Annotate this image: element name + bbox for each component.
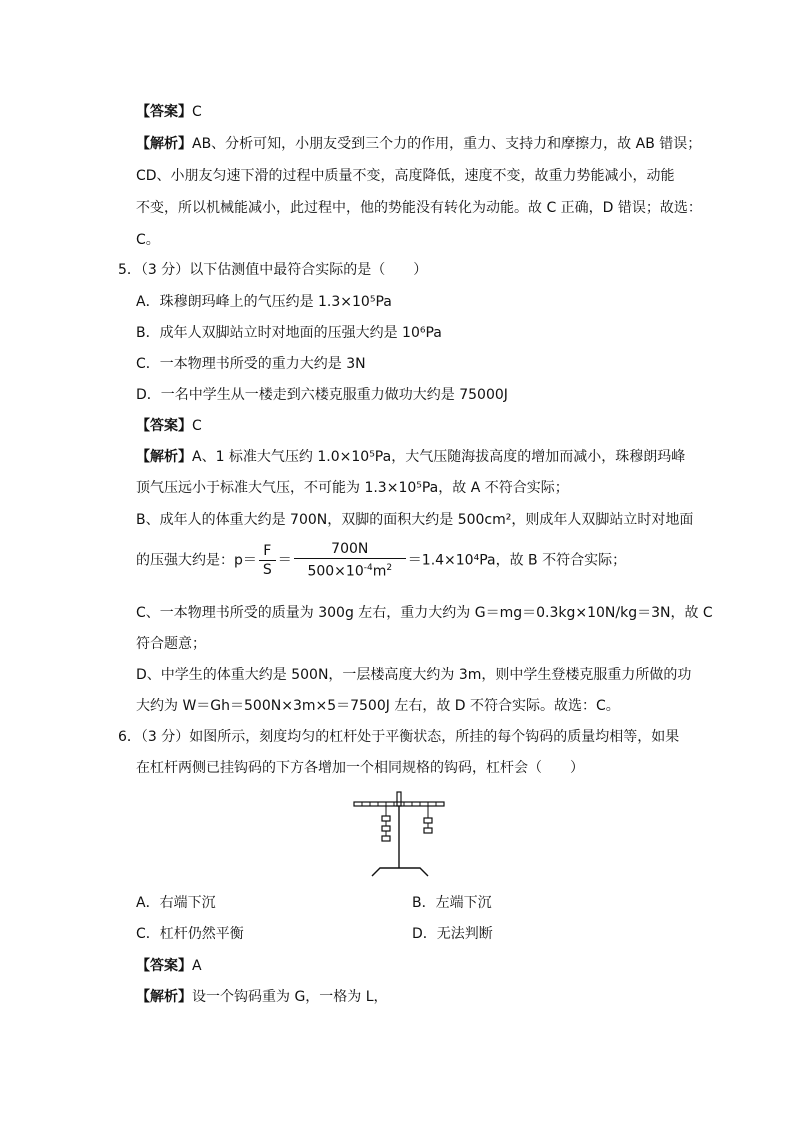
analysis-text: A、1 标准大气压约 1.0×10⁵Pa，大气压随海拔高度的增加而减小，珠穆朗玛峰 bbox=[192, 449, 686, 465]
analysis-tag: 【解析】 bbox=[136, 449, 192, 465]
right-weight-1 bbox=[424, 818, 432, 823]
q5-option-d: D．一名中学生从一楼走到六楼克服重力做功大约是 75000J bbox=[136, 387, 508, 403]
denominator-base: 500×10 bbox=[307, 563, 364, 580]
q5-answer bbox=[136, 416, 202, 436]
analysis-tag: 【解析】 bbox=[136, 136, 192, 152]
formula-suffix: ＝1.4×10⁴Pa，故 B 不符合实际； bbox=[407, 552, 627, 569]
fraction-value-denominator bbox=[294, 559, 406, 581]
denominator-exponent: -4 bbox=[363, 563, 373, 573]
q6-option-c: C．杠杆仍然平衡 bbox=[136, 926, 244, 942]
q5-option-b: B．成年人双脚站立时对地面的压强大约是 10⁶Pa bbox=[136, 325, 442, 341]
q5-analysis-line-2: 顶气压远小于标准大气压，不可能为 1.3×10⁵Pa，故 A 不符合实际； bbox=[136, 480, 569, 496]
pivot-top bbox=[397, 792, 401, 806]
formula-prefix: 的压强大约是：p＝ bbox=[136, 552, 257, 569]
stand-base bbox=[372, 868, 428, 876]
q6-option-b: B．左端下沉 bbox=[412, 895, 492, 911]
q5-option-a: A．珠穆朗玛峰上的气压约是 1.3×10⁵Pa bbox=[136, 294, 392, 310]
answer-tag: 【答案】 bbox=[136, 958, 192, 974]
q6-answer bbox=[136, 956, 202, 976]
fraction-value-numerator: 700N bbox=[294, 540, 406, 559]
q6-option-d: D．无法判断 bbox=[412, 926, 493, 942]
pressure-formula bbox=[136, 540, 626, 590]
q5-stem: 5．（3 分）以下估测值中最符合实际的是（ ） bbox=[118, 262, 428, 278]
q6-stem-line-1: 6．（3 分）如图所示，刻度均匀的杠杆处于平衡状态，所挂的每个钩码的质量均相等，如果 bbox=[118, 729, 680, 745]
q5-analysis-line-3: B、成年人的体重大约是 700N，双脚的面积大约是 500cm²，则成年人双脚站立时对地面 bbox=[136, 512, 694, 528]
q6-analysis-line-1 bbox=[136, 987, 388, 1007]
answer-value: A bbox=[192, 958, 202, 974]
q5-option-c: C．一本物理书所受的重力大约是 3N bbox=[136, 356, 366, 372]
answer-value: C bbox=[192, 418, 202, 434]
lever-figure bbox=[352, 788, 446, 880]
denominator-unit-exponent: 2 bbox=[386, 563, 393, 573]
q5-analysis-line-6: D、中学生的体重大约是 500N，一层楼高度大约为 3m，则中学生登楼克服重力所做的功 bbox=[136, 667, 692, 683]
q4-analysis-line-4: C。 bbox=[136, 232, 160, 248]
left-weight-3 bbox=[382, 836, 390, 841]
fraction-values bbox=[294, 540, 406, 581]
left-weight-1 bbox=[382, 816, 390, 821]
fraction-denominator: S bbox=[262, 561, 272, 578]
q6-stem-line-2: 在杠杆两侧已挂钩码的下方各增加一个相同规格的钩码，杠杆会（ ） bbox=[136, 760, 584, 776]
q4-analysis-line-1 bbox=[136, 134, 701, 154]
q6-option-a: A．右端下沉 bbox=[136, 895, 216, 911]
q5-analysis-line-7: 大约为 W＝Gh＝500N×3m×5＝7500J 左右，故 D 不符合实际。故选：C。 bbox=[136, 698, 620, 714]
right-weight-2 bbox=[424, 828, 432, 833]
q4-analysis-line-2: CD、小朋友匀速下滑的过程中质量不变，高度降低，速度不变，故重力势能减小，动能 bbox=[136, 168, 675, 184]
fraction-f-over-s bbox=[259, 542, 276, 579]
q4-answer bbox=[136, 102, 202, 122]
left-weight-2 bbox=[382, 826, 390, 831]
answer-value: C bbox=[192, 104, 202, 120]
fraction-numerator: F bbox=[259, 542, 276, 561]
q5-analysis-line-4: C、一本物理书所受的质量为 300g 左右，重力大约为 G＝mg＝0.3kg×10N/kg＝3N，故 C bbox=[136, 605, 713, 621]
formula-equals: ＝ bbox=[277, 552, 292, 569]
answer-tag: 【答案】 bbox=[136, 418, 192, 434]
denominator-unit: m bbox=[372, 563, 387, 580]
analysis-text: 设一个钩码重为 G，一格为 L， bbox=[192, 989, 388, 1005]
q5-analysis-line-5: 符合题意； bbox=[136, 636, 206, 652]
q4-analysis-line-3: 不变，所以机械能减小，此过程中，他的势能没有转化为动能。故 C 正确，D 错误；故选： bbox=[136, 200, 702, 216]
analysis-text: AB、分析可知，小朋友受到三个力的作用，重力、支持力和摩擦力，故 AB 错误； bbox=[192, 136, 702, 152]
q5-analysis-line-1 bbox=[136, 447, 685, 467]
answer-tag: 【答案】 bbox=[136, 104, 192, 120]
analysis-tag: 【解析】 bbox=[136, 989, 192, 1005]
